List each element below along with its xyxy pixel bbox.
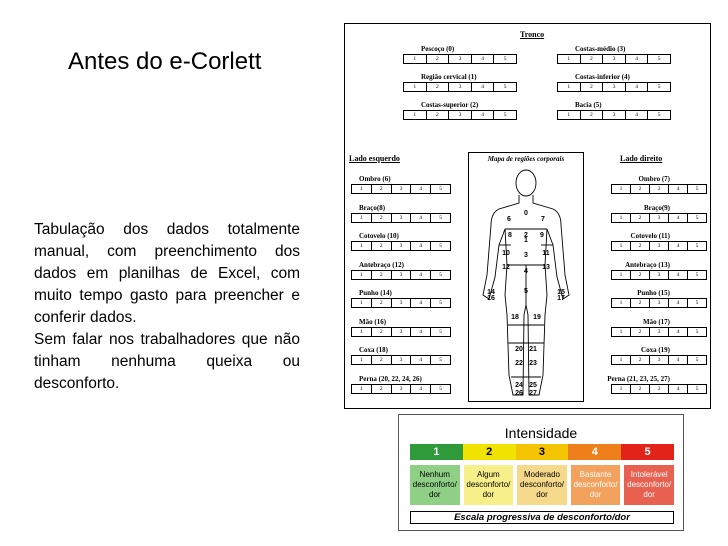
body-map-title: Mapa de regiões corporais xyxy=(487,155,565,163)
scale-cell[interactable]: 4 xyxy=(411,214,431,222)
scale-cell[interactable]: 4 xyxy=(411,356,431,364)
scale-cell[interactable]: 1 xyxy=(352,385,372,393)
scale-cell[interactable]: 5 xyxy=(503,84,507,90)
scale-cell[interactable]: 3 xyxy=(603,83,626,91)
intensity-scale xyxy=(398,414,684,531)
region-number: 17 xyxy=(557,295,565,302)
left-side-region-label: Coxa (18) xyxy=(359,346,388,354)
scale-cell[interactable]: 3 xyxy=(392,328,412,336)
scale-cell[interactable]: 4 xyxy=(411,242,431,250)
body-outline-figure xyxy=(469,165,583,401)
scale-cell[interactable]: 4 xyxy=(669,299,688,307)
right-side-rating-scale[interactable] xyxy=(611,327,707,337)
scale-cell[interactable]: 4 xyxy=(411,299,431,307)
scale-cell[interactable]: 4 xyxy=(411,271,431,279)
scale-cell[interactable]: 2 xyxy=(631,242,650,250)
scale-cell[interactable]: 2 xyxy=(631,328,650,336)
scale-cell[interactable]: 4 xyxy=(669,328,688,336)
region-number: 26 xyxy=(515,390,523,397)
right-side-region-label: Ombro (7) xyxy=(638,175,670,183)
left-side-rating-scale[interactable] xyxy=(351,270,451,280)
scale-cell[interactable]: 5 xyxy=(503,56,507,62)
intensity-level-number: 3 xyxy=(516,444,569,460)
lado-direito-title: Lado direito xyxy=(620,154,663,163)
scale-cell[interactable]: 2 xyxy=(581,111,604,119)
scale-cell[interactable]: 2 xyxy=(631,299,650,307)
intensity-title: Intensidade xyxy=(504,425,578,441)
left-side-rating-scale[interactable] xyxy=(351,355,451,365)
scale-cell[interactable]: 4 xyxy=(472,83,495,91)
intensity-level-number: 2 xyxy=(463,444,516,460)
scale-cell[interactable]: 1 xyxy=(612,328,631,336)
scale-cell[interactable]: 4 xyxy=(669,242,688,250)
region-number: 5 xyxy=(524,288,528,295)
scale-cell[interactable]: 2 xyxy=(581,55,604,63)
scale-cell[interactable]: 3 xyxy=(650,385,669,393)
scale-cell[interactable]: 3 xyxy=(449,83,472,91)
right-side-region-label: Coxa (19) xyxy=(641,346,670,354)
scale-cell[interactable]: 2 xyxy=(631,356,650,364)
scale-cell[interactable]: 5 xyxy=(695,243,699,249)
scale-cell[interactable]: 1 xyxy=(612,214,631,222)
scale-cell[interactable]: 3 xyxy=(650,356,669,364)
right-side-region-label: Punho (15) xyxy=(637,289,670,297)
scale-cell[interactable]: 2 xyxy=(631,385,650,393)
scale-cell[interactable]: 2 xyxy=(372,185,392,193)
scale-cell[interactable]: 3 xyxy=(650,242,669,250)
scale-cell[interactable]: 2 xyxy=(581,83,604,91)
tronco-rating-scale[interactable] xyxy=(557,54,671,64)
left-side-region-label: Ombro (6) xyxy=(359,175,391,183)
intensity-level-number: 5 xyxy=(621,444,674,460)
region-number: 19 xyxy=(533,314,541,321)
scale-cell[interactable]: 3 xyxy=(603,55,626,63)
intensity-description-row xyxy=(410,465,674,505)
scale-cell[interactable]: 1 xyxy=(558,55,581,63)
region-number: 2 xyxy=(524,232,528,239)
tronco-region-label: Pescoço (0) xyxy=(421,45,455,53)
scale-cell[interactable]: 3 xyxy=(392,385,412,393)
scale-cell[interactable]: 3 xyxy=(650,214,669,222)
scale-cell[interactable]: 5 xyxy=(695,357,699,363)
region-number: 12 xyxy=(502,264,510,271)
scale-cell[interactable]: 1 xyxy=(612,385,631,393)
right-side-rating-scale[interactable] xyxy=(611,184,707,194)
scale-cell[interactable]: 2 xyxy=(372,214,392,222)
scale-cell[interactable]: 5 xyxy=(503,112,507,118)
body-map xyxy=(468,152,584,402)
scale-cell[interactable]: 4 xyxy=(669,185,688,193)
scale-cell[interactable]: 3 xyxy=(603,111,626,119)
region-number: 15 xyxy=(557,289,565,296)
scale-cell[interactable]: 1 xyxy=(352,242,372,250)
right-side-region-label: Perna (21, 23, 25, 27) xyxy=(607,374,670,383)
intensity-level-description: Nenhum desconforto/ dor xyxy=(410,465,460,505)
scale-cell[interactable]: 3 xyxy=(392,356,412,364)
scale-cell[interactable]: 1 xyxy=(612,271,631,279)
tronco-region-label: Bacia (5) xyxy=(575,101,602,109)
corlett-paper-form xyxy=(344,23,711,409)
scale-cell[interactable]: 3 xyxy=(392,271,412,279)
scale-cell[interactable]: 1 xyxy=(612,185,631,193)
scale-cell[interactable]: 1 xyxy=(352,214,372,222)
region-number: 3 xyxy=(524,252,528,259)
scale-cell[interactable]: 3 xyxy=(650,328,669,336)
left-side-region-label: Punho (14) xyxy=(359,289,392,297)
region-number: 16 xyxy=(487,295,495,302)
scale-cell[interactable]: 2 xyxy=(372,271,392,279)
scale-cell[interactable]: 1 xyxy=(612,242,631,250)
note-paragraph: Sem falar nos trabalhadores que não tinham nenhuma queixa ou desconforto. xyxy=(34,331,300,392)
tronco-title: Tronco xyxy=(520,30,545,39)
region-number: 24 xyxy=(515,382,523,389)
scale-cell[interactable]: 1 xyxy=(612,356,631,364)
scale-cell[interactable]: 3 xyxy=(392,185,412,193)
tronco-rating-scale[interactable] xyxy=(403,82,517,92)
scale-cell[interactable]: 1 xyxy=(352,185,372,193)
scale-cell[interactable]: 5 xyxy=(657,112,661,118)
intensity-level-description: Intolerável desconforto/ dor xyxy=(624,465,674,505)
region-number: 6 xyxy=(507,216,511,223)
body-outline xyxy=(483,170,569,395)
region-number: 25 xyxy=(529,382,537,389)
scale-cell[interactable]: 5 xyxy=(439,328,442,335)
region-number: 10 xyxy=(502,250,510,257)
scale-cell[interactable]: 1 xyxy=(612,299,631,307)
scale-cell[interactable]: 5 xyxy=(695,300,699,306)
scale-cell[interactable]: 2 xyxy=(631,214,650,222)
scale-cell[interactable]: 4 xyxy=(626,83,649,91)
left-side-rating-scale[interactable] xyxy=(351,298,451,308)
description-paragraph: Tabulação dos dados totalmente manual, com preenchimento dos dados em planilhas de Excel, com muito tempo gasto para preencher e conferir dados. xyxy=(34,221,300,326)
scale-cell[interactable]: 5 xyxy=(657,84,661,90)
tronco-region-label: Costas-médio (3) xyxy=(575,45,626,53)
tronco-rating-scale[interactable] xyxy=(403,110,517,120)
scale-cell[interactable]: 5 xyxy=(439,385,442,392)
region-number: 9 xyxy=(540,232,544,239)
right-side-rating-scale[interactable] xyxy=(611,241,707,251)
scale-cell[interactable]: 4 xyxy=(472,55,495,63)
scale-cell[interactable]: 5 xyxy=(439,186,442,192)
scale-cell[interactable]: 1 xyxy=(352,328,372,336)
tronco-rating-scale[interactable] xyxy=(403,54,517,64)
scale-cell[interactable]: 3 xyxy=(449,55,472,63)
tronco-region-label: Região cervical (1) xyxy=(421,73,477,81)
tronco-rating-scale[interactable] xyxy=(557,110,671,120)
scale-cell[interactable]: 3 xyxy=(392,299,412,307)
scale-cell[interactable]: 5 xyxy=(695,271,699,278)
scale-cell[interactable]: 4 xyxy=(411,328,431,336)
left-side-region-label: Cotovelo (10) xyxy=(359,232,399,240)
region-number: 22 xyxy=(515,360,523,367)
scale-cell[interactable]: 1 xyxy=(352,356,372,364)
region-number: 13 xyxy=(542,264,550,271)
scale-cell[interactable]: 2 xyxy=(427,83,450,91)
scale-cell[interactable]: 4 xyxy=(669,214,688,222)
scale-cell[interactable]: 5 xyxy=(695,385,699,392)
left-side-rating-scale[interactable] xyxy=(351,184,451,194)
region-number: 1 xyxy=(524,237,528,244)
left-side-rating-scale[interactable] xyxy=(351,327,451,337)
right-side-region-label: Mão (17) xyxy=(642,317,670,326)
right-side-rating-scale[interactable] xyxy=(611,355,707,365)
scale-cell[interactable]: 3 xyxy=(650,271,669,279)
scale-cell[interactable]: 5 xyxy=(439,243,442,249)
region-number: 7 xyxy=(541,216,545,223)
scale-cell[interactable]: 2 xyxy=(427,111,450,119)
intensity-level-description: Algum desconforto/ dor xyxy=(464,465,514,505)
scale-cell[interactable]: 1 xyxy=(558,83,581,91)
left-side-rating-scale[interactable] xyxy=(351,384,451,394)
scale-cell[interactable]: 4 xyxy=(626,111,649,119)
scale-cell[interactable]: 2 xyxy=(372,356,392,364)
scale-cell[interactable]: 5 xyxy=(695,214,699,221)
intensity-level-number: 4 xyxy=(568,444,621,460)
scale-cell[interactable]: 3 xyxy=(392,214,412,222)
right-side-region-label: Braço(9) xyxy=(643,203,670,212)
region-number: 27 xyxy=(529,390,537,397)
lado-esquerdo-title: Lado esquerdo xyxy=(349,154,400,163)
intensity-level-number: 1 xyxy=(410,444,463,460)
scale-cell[interactable]: 4 xyxy=(472,111,495,119)
scale-cell[interactable]: 1 xyxy=(404,111,427,119)
left-side-rating-scale[interactable] xyxy=(351,241,451,251)
scale-cell[interactable]: 5 xyxy=(695,186,699,192)
left-side-rating-scale[interactable] xyxy=(351,213,451,223)
region-number: 20 xyxy=(515,346,523,353)
scale-cell[interactable]: 2 xyxy=(631,271,650,279)
scale-cell[interactable]: 4 xyxy=(411,185,431,193)
left-side-region-label: Antebraço (12) xyxy=(359,260,404,269)
scale-cell[interactable]: 2 xyxy=(372,328,392,336)
scale-cell[interactable]: 4 xyxy=(669,356,688,364)
right-side-region-label: Cotovelo (11) xyxy=(630,232,670,240)
scale-cell[interactable]: 2 xyxy=(427,55,450,63)
intensity-level-description: Moderado desconforto/ dor xyxy=(517,465,567,505)
scale-cell[interactable]: 4 xyxy=(669,271,688,279)
region-number: 18 xyxy=(511,314,519,321)
region-number: 21 xyxy=(529,346,537,353)
scale-cell[interactable]: 2 xyxy=(372,299,392,307)
scale-cell[interactable]: 3 xyxy=(392,242,412,250)
tronco-region-label: Costas-superior (2) xyxy=(421,101,479,109)
scale-cell[interactable]: 1 xyxy=(404,83,427,91)
scale-cell[interactable]: 5 xyxy=(439,357,442,363)
intensity-header-row xyxy=(410,444,674,460)
scale-cell[interactable]: 2 xyxy=(631,185,650,193)
scale-cell[interactable]: 5 xyxy=(695,328,699,335)
right-side-rating-scale[interactable] xyxy=(611,384,707,394)
scale-cell[interactable]: 1 xyxy=(352,271,372,279)
region-number: 14 xyxy=(487,289,495,296)
region-number: 11 xyxy=(542,250,550,257)
scale-cell[interactable]: 1 xyxy=(404,55,427,63)
scale-cell[interactable]: 4 xyxy=(626,55,649,63)
scale-cell[interactable]: 5 xyxy=(657,56,661,62)
scale-cell[interactable]: 1 xyxy=(352,299,372,307)
region-number: 23 xyxy=(529,360,537,367)
right-side-region-label: Antebraço (13) xyxy=(625,260,670,269)
region-number: 4 xyxy=(524,268,528,275)
scale-cell[interactable]: 5 xyxy=(439,271,442,278)
left-side-region-label: Mão (16) xyxy=(359,317,387,326)
scale-cell[interactable]: 3 xyxy=(449,111,472,119)
region-number: 8 xyxy=(508,232,512,239)
right-side-rating-scale[interactable] xyxy=(611,213,707,223)
scale-cell[interactable]: 4 xyxy=(411,385,431,393)
scale-cell[interactable]: 2 xyxy=(372,242,392,250)
scale-cell[interactable]: 3 xyxy=(650,299,669,307)
scale-cell[interactable]: 2 xyxy=(372,385,392,393)
right-side-rating-scale[interactable] xyxy=(611,270,707,280)
region-number: 0 xyxy=(524,210,528,217)
right-side-rating-scale[interactable] xyxy=(611,298,707,308)
left-side-region-label: Perna (20, 22, 24, 26) xyxy=(359,374,422,383)
scale-cell[interactable]: 3 xyxy=(650,185,669,193)
intensity-footer: Escala progressiva de desconforto/dor xyxy=(410,511,674,524)
intensity-level-description: Bastante desconforto/ dor xyxy=(571,465,621,505)
tronco-rating-scale[interactable] xyxy=(557,82,671,92)
left-side-region-label: Braço(8) xyxy=(359,203,386,212)
scale-cell[interactable]: 1 xyxy=(558,111,581,119)
scale-cell[interactable]: 5 xyxy=(439,214,442,221)
scale-cell[interactable]: 4 xyxy=(669,385,688,393)
tronco-region-label: Costas-inferior (4) xyxy=(575,73,630,81)
scale-cell[interactable]: 5 xyxy=(439,300,442,306)
slide-title: Antes do e-Corlett xyxy=(68,48,262,75)
